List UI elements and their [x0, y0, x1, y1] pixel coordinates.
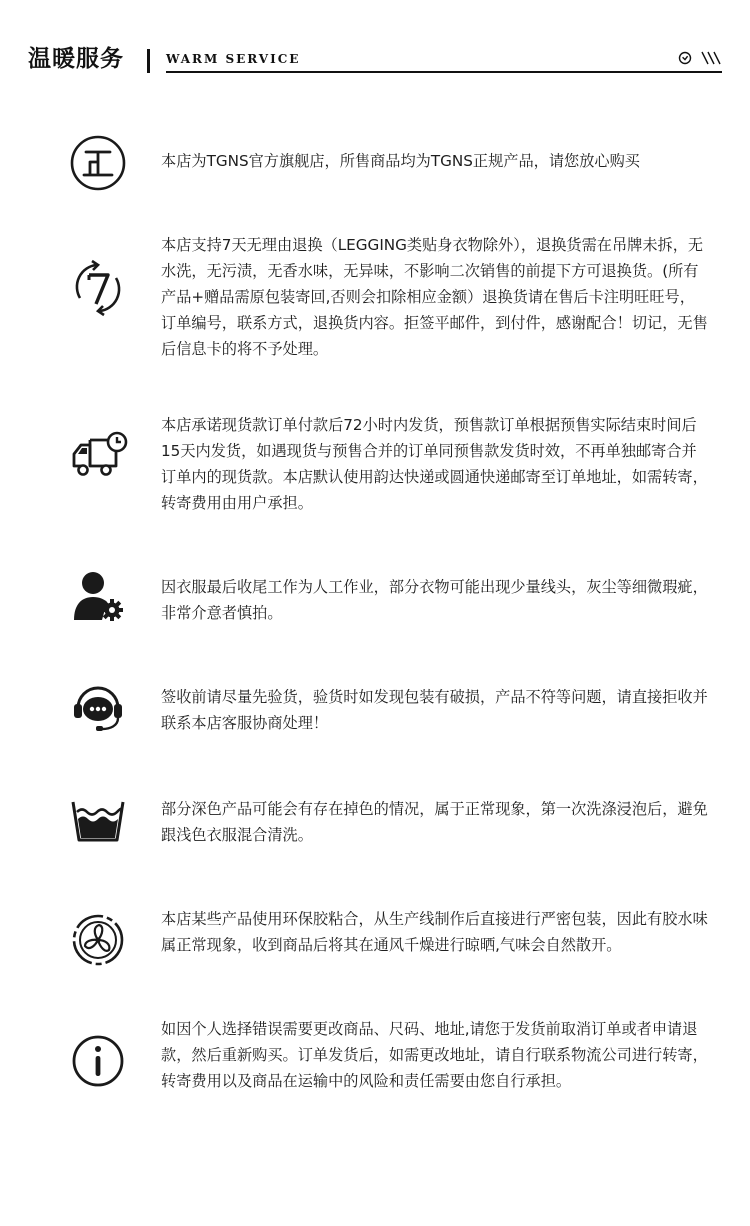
- page-subtitle: WARM SERVICE: [166, 52, 301, 66]
- delivery-truck-icon: [68, 426, 128, 486]
- service-text: 如因个人选择错误需要更改商品、尺码、地址,请您于发货前取消订单或者申请退款，然后重新购买。订单发货后，如需更改地址，请自行联系物流公司进行转寄，转寄费用以及商品在运输中的风险和责任需要由您自行承担。: [161, 1020, 708, 1090]
- service-text: 本店为TGNS官方旗舰店，所售商品均为TGNS正规产品，请您放心购买: [161, 152, 640, 170]
- page-title: 温暖服务: [28, 46, 124, 72]
- wash-basin-icon: [68, 788, 128, 848]
- title-divider: [147, 49, 150, 73]
- service-text: 因衣服最后收尾工作为人工作业，部分衣物可能出现少量线头，灰尘等细微瑕疵，非常介意者慎拍。: [161, 578, 708, 622]
- service-text: 本店承诺现货款订单付款后72小时内发货，预售款订单根据预售实际结束时间后15天内发货，如遇现货与预售合并的订单同预售款发货时效，不再单独邮寄合并订单内的现货款。本店默认使用韵达快递或圆通快递邮寄至订单地址，如需转寄，转寄费用由用户承担。: [161, 416, 708, 512]
- user-settings-icon: [68, 566, 128, 626]
- target-check-icon: [678, 50, 724, 66]
- customer-service-icon: [68, 678, 128, 738]
- page-header: [0, 0, 750, 80]
- zheng-badge-icon: [68, 133, 128, 193]
- service-text: 本店支持7天无理由退换（LEGGING类贴身衣物除外），退换货需在吊牌未拆，无水洗，无污渍，无香水味，无异味，不影响二次销售的前提下方可退换货。(所有产品+赠品需原包装寄回,否则会扣除相应金额）退换货请在售后卡注明旺旺号，订单编号，联系方式，退换货内容。拒签平邮件，到付件，感谢配合！切记，无售后信息卡的将不予处理。: [161, 236, 708, 358]
- service-text: 本店某些产品使用环保胶粘合，从生产线制作后直接进行严密包装，因此有胶水味属正常现象，收到商品后将其在通风千燥进行晾晒,气味会自然散开。: [161, 910, 708, 954]
- info-icon: [68, 1031, 128, 1091]
- header-decoration: [678, 50, 724, 66]
- service-text: 部分深色产品可能会有存在掉色的情况，属于正常现象，第一次洗涤浸泡后，避免跟浅色衣服混合清洗。: [161, 800, 708, 844]
- ventilation-fan-icon: [68, 910, 128, 970]
- service-text: 签收前请尽量先验货，验货时如发现包装有破损，产品不符等问题，请直接拒收并联系本店客服协商处理！: [161, 688, 708, 732]
- seven-day-return-icon: [68, 258, 128, 318]
- header-underline: [166, 71, 722, 73]
